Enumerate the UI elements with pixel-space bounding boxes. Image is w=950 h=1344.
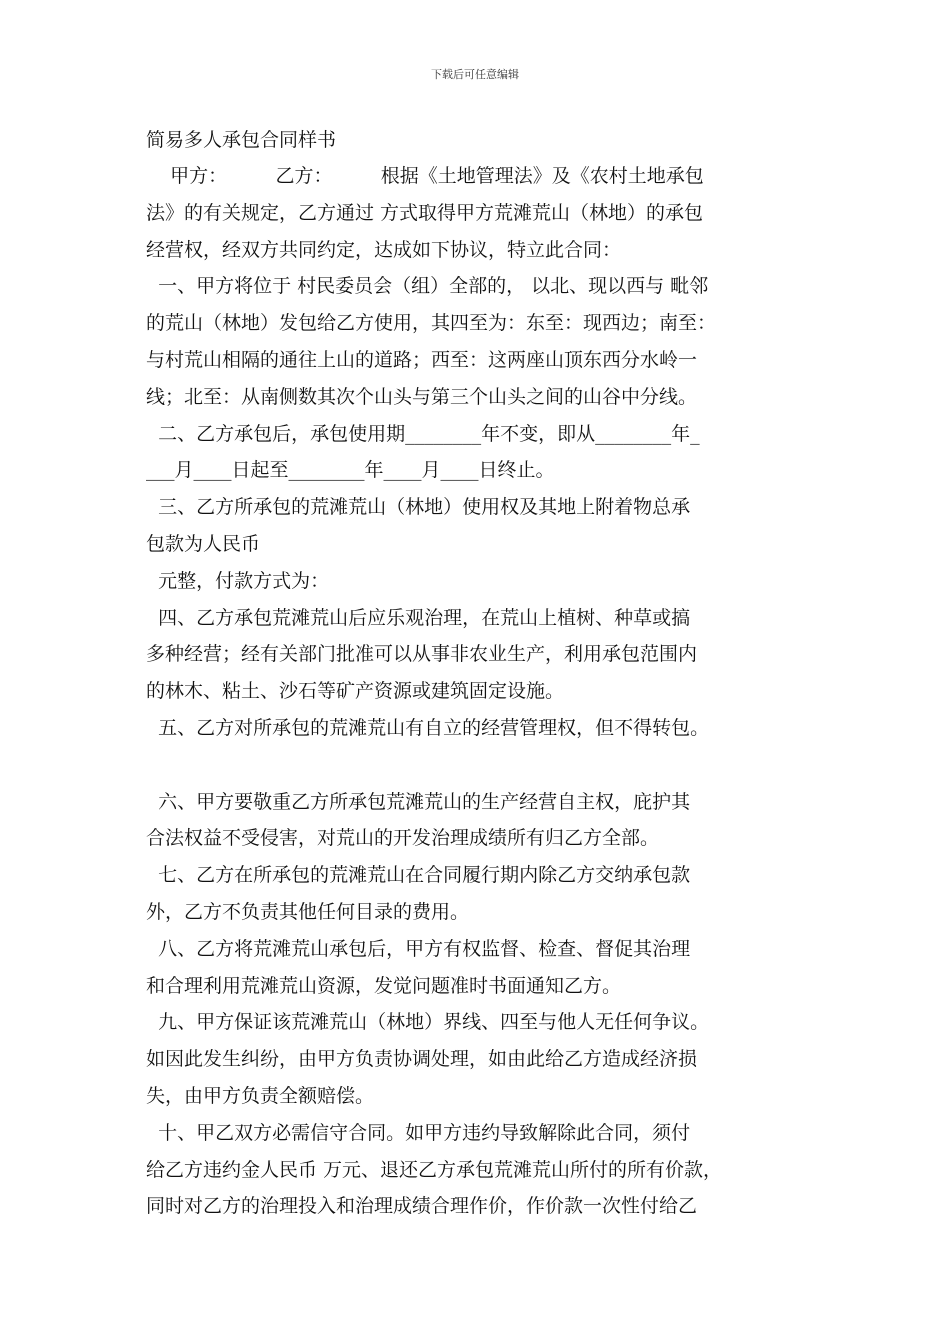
body-line: 的荒山（林地）发包给乙方使用，其四至为：东至：现西边；南至： — [146, 312, 717, 335]
body-line: 多种经营；经有关部门批准可以从事非农业生产，利用承包范围内 — [146, 643, 698, 666]
body-line: 经营权，经双方共同约定，达成如下协议，特立此合同： — [146, 238, 622, 261]
body-line: 与村荒山相隔的通往上山的道路；西至：这两座山顶东西分水岭一 — [146, 348, 698, 371]
body-line: 八、乙方将荒滩荒山承包后，甲方有权监督、检查、督促其治理 — [146, 937, 691, 960]
body-line: 线；北至：从南侧数其次个山头与第三个山头之间的山谷中分线。 — [146, 385, 698, 408]
body-line: 失，由甲方负责全额赔偿。 — [146, 1084, 375, 1107]
body-line: 外，乙方不负责其他任何目录的费用。 — [146, 900, 470, 923]
body-line: 甲方： 乙方： 根据《土地管理法》及《农村土地承包 — [146, 165, 704, 187]
document-body — [146, 158, 836, 1225]
body-line: 五、乙方对所承包的荒滩荒山有自立的经营管理权，但不得转包。 — [146, 716, 710, 739]
body-line: 十、甲乙双方必需信守合同。如甲方违约导致解除此合同，须付 — [146, 1121, 691, 1144]
body-line: 三、乙方所承包的荒滩荒山（林地）使用权及其地上附着物总承 — [146, 496, 691, 519]
body-line: 一、甲方将位于 村民委员会（组）全部的， 以北、现以西与 毗邻 — [146, 275, 709, 298]
body-line: 法》的有关规定，乙方通过 方式取得甲方荒滩荒山（林地）的承包 — [146, 201, 704, 224]
document-title: 简易多人承包合同样书 — [146, 129, 337, 151]
header-note: 下载后可任意编辑 — [431, 68, 519, 81]
body-line: 同时对乙方的治理投入和治理成绩合理作价，作价款一次性付给乙 — [146, 1195, 698, 1218]
body-line: 元整，付款方式为： — [146, 569, 330, 592]
body-line: 合法权益不受侵害，对荒山的开发治理成绩所有归乙方全部。 — [146, 827, 660, 850]
body-line: 和合理利用荒滩荒山资源，发觉问题准时书面通知乙方。 — [146, 974, 622, 997]
body-line: 七、乙方在所承包的荒滩荒山在合同履行期内除乙方交纳承包款 — [146, 864, 691, 887]
body-line: ___月____日起至________年____月____日终止。 — [146, 459, 555, 482]
blank-line — [146, 747, 836, 784]
body-line: 给乙方违约金人民币 万元、退还乙方承包荒滩荒山所付的所有价款， — [146, 1158, 723, 1181]
body-line: 六、甲方要敬重乙方所承包荒滩荒山的生产经营自主权，庇护其 — [146, 790, 691, 813]
body-line: 二、乙方承包后，承包使用期________年不变，即从________年_ — [146, 422, 700, 445]
body-line: 四、乙方承包荒滩荒山后应乐观治理，在荒山上植树、种草或搞 — [146, 606, 691, 629]
body-line: 的林木、粘土、沙石等矿产资源或建筑固定设施。 — [146, 680, 565, 703]
body-line: 九、甲方保证该荒滩荒山（林地）界线、四至与他人无任何争议。 — [146, 1011, 710, 1034]
body-line: 如因此发生纠纷，由甲方负责协调处理，如由此给乙方造成经济损 — [146, 1048, 698, 1071]
body-line: 包款为人民币 — [146, 532, 261, 555]
